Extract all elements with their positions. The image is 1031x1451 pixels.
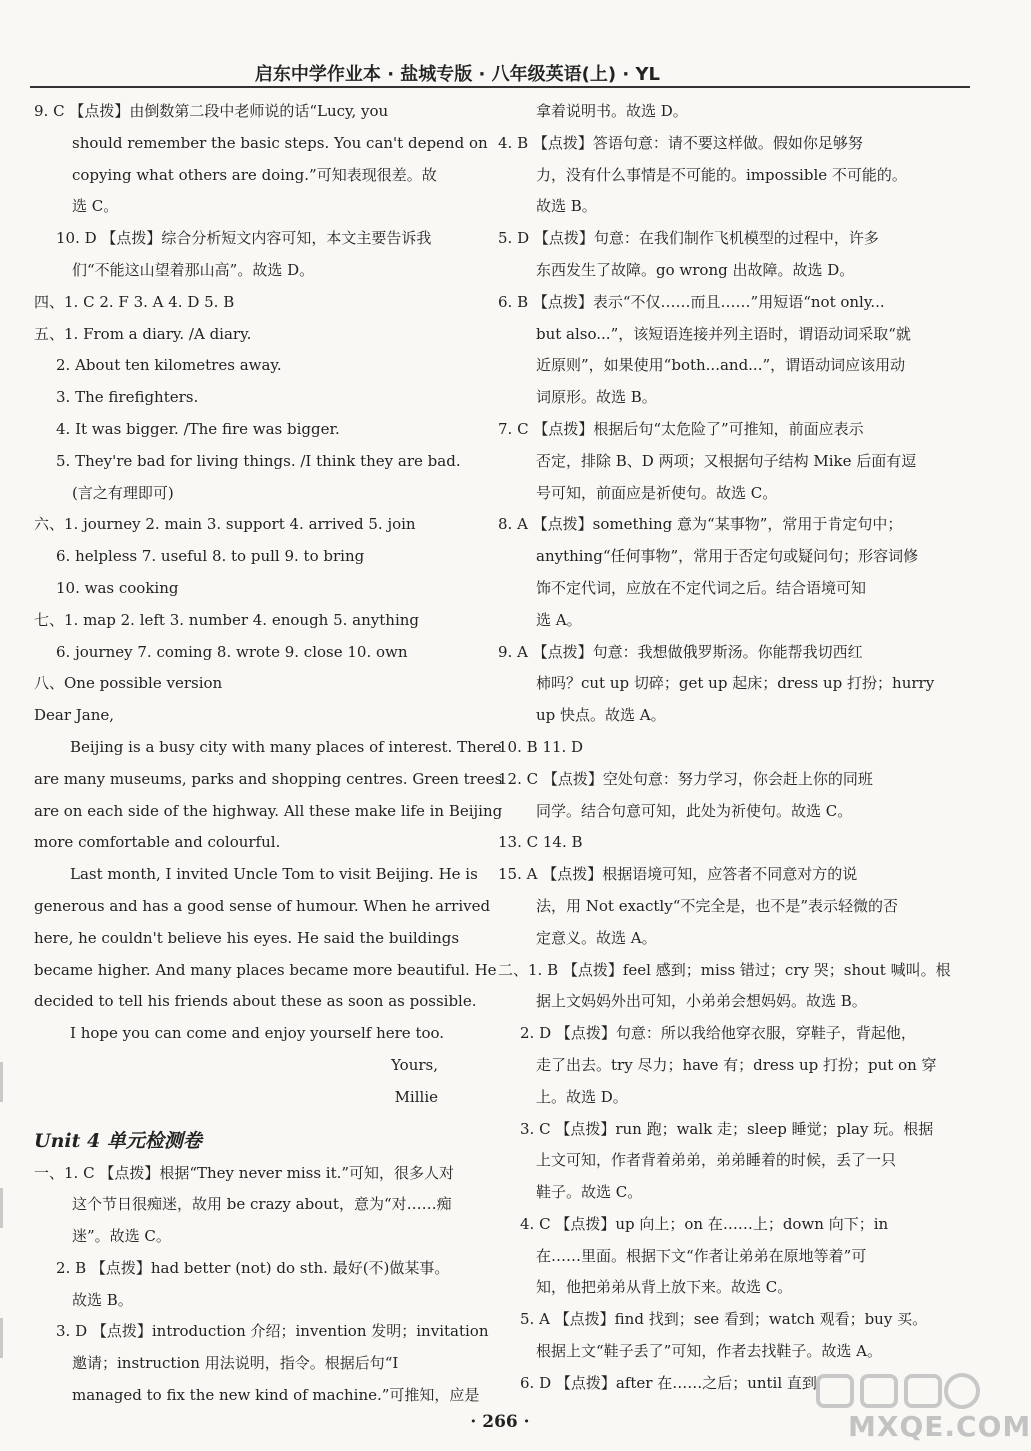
text-line: 6. D 【点拨】after 在……之后；until 直到 <box>520 1373 817 1392</box>
text-line: 13. C 14. B <box>498 833 583 852</box>
text-line: 迷”。故选 C。 <box>72 1227 171 1246</box>
scan-edge-mark <box>0 1188 3 1228</box>
text-line: 定意义。故选 A。 <box>536 928 657 947</box>
text-line: 10. B 11. D <box>498 737 584 756</box>
text-line: 这个节日很痴迷，故用 be crazy about，意为“对……痴 <box>72 1195 452 1214</box>
text-line: 3. The firefighters. <box>56 388 199 407</box>
text-line: are on each side of the highway. All these make life in Beijing <box>34 801 503 820</box>
text-line: are many museums, parks and shopping centres. Green trees <box>34 769 503 788</box>
text-line: 故选 B。 <box>536 197 597 216</box>
text-line: I hope you can come and enjoy yourself here too. <box>70 1024 445 1043</box>
watermark-logo-icon <box>814 1370 984 1414</box>
text-line: 饰不定代词，应放在不定代词之后。结合语境可知 <box>536 578 867 597</box>
unit-title: Unit 4 单元检测卷 <box>34 1129 202 1152</box>
text-line: more comfortable and colourful. <box>34 833 281 852</box>
text-line: but also...”，该短语连接并列主语时，谓语动词采取“就 <box>536 324 911 343</box>
text-line: 八、One possible version <box>34 674 223 693</box>
text-line: 柿吗？cut up 切碎；get up 起床；dress up 打扮；hurry <box>536 674 935 693</box>
text-line: 6. journey 7. coming 8. wrote 9. close 10. own <box>56 642 408 661</box>
text-line: 2. D 【点拨】句意：所以我给他穿衣服，穿鞋子，背起他， <box>520 1024 916 1043</box>
scan-edge-mark <box>0 1318 3 1358</box>
text-line: 六、1. journey 2. main 3. support 4. arrived 5. join <box>34 515 416 534</box>
text-line: Last month, I invited Uncle Tom to visit Beijing. He is <box>70 865 478 884</box>
text-line: 2. B 【点拨】had better (not) do sth. 最好(不)做某事。 <box>56 1258 450 1277</box>
text-line: 7. C 【点拨】根据后句“太危险了”可推知，前面应表示 <box>498 419 864 438</box>
text-line: decided to tell his friends about these as soon as possible. <box>34 992 477 1011</box>
text-line: 邀请；instruction 用法说明，指令。根据后句“I <box>72 1354 399 1373</box>
text-line: 号可知，前面应是祈使句。故选 C。 <box>536 483 778 502</box>
text-line: anything“任何事物”，常用于否定句或疑问句；形容词修 <box>536 547 919 566</box>
text-line: 9. A 【点拨】句意：我想做俄罗斯汤。你能帮我切西红 <box>498 642 863 661</box>
text-line: 3. C 【点拨】run 跑；walk 走；sleep 睡觉；play 玩。根据 <box>520 1119 934 1138</box>
text-line: 力，没有什么事情是不可能的。impossible 不可能的。 <box>536 165 907 184</box>
text-line: 5. They're bad for living things. /I think they are bad. <box>56 451 461 470</box>
text-line: 15. A 【点拨】根据语境可知，应答者不同意对方的说 <box>498 865 858 884</box>
text-line: up 快点。故选 A。 <box>536 706 666 725</box>
text-line: managed to fix the new kind of machine.”可推知，应是 <box>72 1386 480 1405</box>
text-line: 们“不能这山望着那山高”。故选 D。 <box>72 260 315 279</box>
text-line: 6. helpless 7. useful 8. to pull 9. to bring <box>56 547 365 566</box>
text-line: 二、1. B 【点拨】feel 感到；miss 错过；cry 哭；shout 喊叫。根 <box>498 960 951 979</box>
watermark-text: MXQE.COM <box>848 1410 1031 1443</box>
text-line: copying what others are doing.”可知表现很差。故 <box>72 165 437 184</box>
text-line: 8. A 【点拨】something 意为“某事物”，常用于肯定句中； <box>498 515 903 534</box>
right-column <box>498 96 951 1400</box>
text-line: 鞋子。故选 C。 <box>536 1183 643 1202</box>
text-line: 拿着说明书。故选 D。 <box>536 102 688 120</box>
text-line: should remember the basic steps. You can't depend on <box>72 133 488 152</box>
text-line: Yours, <box>391 1055 438 1074</box>
text-line: 四、1. C 2. F 3. A 4. D 5. B <box>34 292 235 311</box>
text-line: Beijing is a busy city with many places of interest. There <box>70 737 502 756</box>
text-line: 选 A。 <box>536 610 582 629</box>
watermark <box>808 1368 1031 1448</box>
text-line: 上。故选 D。 <box>536 1087 628 1106</box>
text-line: 10. D 【点拨】综合分析短文内容可知，本文主要告诉我 <box>56 229 432 248</box>
text-line: 选 C。 <box>72 197 119 216</box>
text-line: 据上文妈妈外出可知，小弟弟会想妈妈。故选 B。 <box>536 992 867 1011</box>
text-line: 同学。结合句意可知，此处为祈使句。故选 C。 <box>536 801 853 820</box>
text-line: 12. C 【点拨】空处句意：努力学习，你会赶上你的同班 <box>498 769 873 788</box>
text-line: 5. A 【点拨】find 找到；see 看到；watch 观看；buy 买。 <box>520 1310 928 1329</box>
text-line: 否定，排除 B、D 两项；又根据句子结构 Mike 后面有逗 <box>536 451 917 470</box>
text-line: 2. About ten kilometres away. <box>56 356 282 375</box>
text-line: 在……里面。根据下文“作者让弟弟在原地等着”可 <box>536 1246 867 1265</box>
text-line: generous and has a good sense of humour. When he arrived <box>34 896 491 915</box>
left-column <box>34 96 503 1412</box>
text-line: 故选 B。 <box>72 1290 133 1309</box>
text-line: 五、1. From a diary. /A diary. <box>34 324 252 343</box>
text-line: 根据上文“鞋子丢了”可知，作者去找鞋子。故选 A。 <box>536 1342 882 1361</box>
text-line: 4. It was bigger. /The fire was bigger. <box>56 419 340 438</box>
text-line: 6. B 【点拨】表示“不仅……而且……”用短语“not only... <box>498 292 885 311</box>
text-line: 词原形。故选 B。 <box>536 388 657 407</box>
text-line: here, he couldn't believe his eyes. He said the buildings <box>34 928 460 947</box>
text-line: 5. D 【点拨】句意：在我们制作飞机模型的过程中，许多 <box>498 229 879 248</box>
text-line: 七、1. map 2. left 3. number 4. enough 5. anything <box>34 610 420 629</box>
text-line: (言之有理即可) <box>72 483 174 502</box>
text-line: Dear Jane, <box>34 706 115 725</box>
text-line: 近原则”，如果使用“both...and...”，谓语动词应该用动 <box>536 356 906 375</box>
text-line: 知，他把弟弟从背上放下来。故选 C。 <box>536 1278 793 1297</box>
text-line: 法，用 Not exactly“不完全是，也不是”表示轻微的否 <box>536 896 899 915</box>
text-line: 走了出去。try 尽力；have 有；dress up 打扮；put on 穿 <box>536 1055 937 1074</box>
text-line: 10. was cooking <box>56 578 179 597</box>
text-line: became higher. And many places became more beautiful. He <box>34 960 497 979</box>
text-line: 东西发生了故障。go wrong 出故障。故选 D。 <box>536 260 855 279</box>
text-line: 上文可知，作者背着弟弟，弟弟睡着的时候，丢了一只 <box>536 1151 897 1170</box>
text-line: 4. B 【点拨】答语句意：请不要这样做。假如你足够努 <box>498 133 863 152</box>
text-line: 4. C 【点拨】up 向上；on 在……上；down 向下；in <box>520 1214 889 1233</box>
scan-edge-mark <box>0 1062 3 1102</box>
text-line: 3. D 【点拨】introduction 介绍；invention 发明；invitation <box>56 1322 489 1341</box>
text-line: Millie <box>394 1087 438 1106</box>
header-title: 启东中学作业本 · 盐城专版 · 八年级英语(上) · YL <box>254 64 660 85</box>
text-line: 9. C 【点拨】由倒数第二段中老师说的话“Lucy, you <box>34 102 389 120</box>
page-number: · 266 · <box>470 1412 530 1432</box>
text-line: 一、1. C 【点拨】根据“They never miss it.”可知，很多人对 <box>34 1163 455 1182</box>
page-header <box>30 56 970 88</box>
